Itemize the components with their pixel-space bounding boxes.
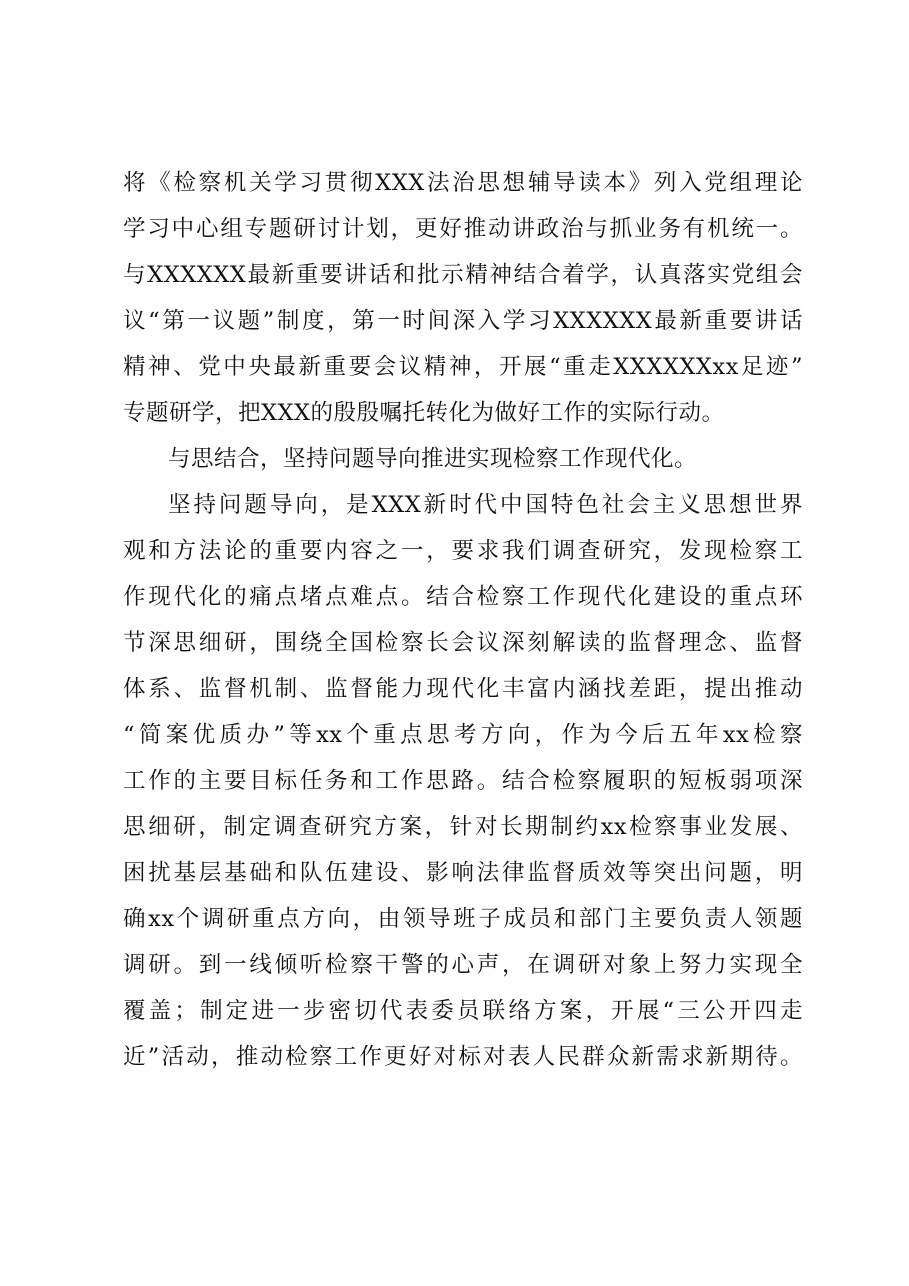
section-heading: 与思结合，坚持问题导向推进实现检察工作现代化。: [168, 446, 698, 472]
text-line: 专题研学，把XXX的殷殷嘱托转化为做好工作的实际行动。: [123, 400, 725, 426]
text-line: 将《检察机关学习贯彻XXX法治思想辅导读本》列入党组理论: [123, 170, 803, 196]
text-line: 覆盖；制定进一步密切代表委员联络方案，开展“三公开四走: [123, 998, 803, 1024]
text-line: 工作的主要目标任务和工作思路。结合检察履职的短板弱项深: [123, 768, 803, 794]
text-line: 节深思细研，围绕全国检察长会议深刻解读的监督理念、监督: [123, 630, 803, 656]
text-line: “简案优质办”等xx个重点思考方向，作为今后五年xx检察: [123, 722, 803, 748]
text-line: 调研。到一线倾听检察干警的心声，在调研对象上努力实现全: [123, 952, 803, 978]
text-line: 近”活动，推动检察工作更好对标对表人民群众新需求新期待。: [123, 1044, 803, 1070]
text-line: 精神、党中央最新重要会议精神，开展“重走XXXXXXxx足迹”: [123, 354, 803, 380]
text-line: 议“第一议题”制度，第一时间深入学习XXXXXX最新重要讲话: [123, 308, 803, 334]
text-line: 作现代化的痛点堵点难点。结合检察工作现代化建设的重点环: [123, 584, 803, 610]
text-line: 学习中心组专题研讨计划，更好推动讲政治与抓业务有机统一。: [123, 216, 803, 242]
text-line: 与XXXXXX最新重要讲话和批示精神结合着学，认真落实党组会: [123, 262, 803, 288]
text-line: 坚持问题导向，是XXX新时代中国特色社会主义思想世界: [168, 492, 803, 518]
text-line: 确xx个调研重点方向，由领导班子成员和部门主要负责人领题: [123, 906, 803, 932]
text-line: 观和方法论的重要内容之一，要求我们调查研究，发现检察工: [123, 538, 803, 564]
text-line: 体系、监督机制、监督能力现代化丰富内涵找差距，提出推动: [123, 676, 803, 702]
text-line: 思细研，制定调查研究方案，针对长期制约xx检察事业发展、: [123, 814, 803, 840]
body-text: [123, 160, 803, 1080]
text-line: 困扰基层基础和队伍建设、影响法律监督质效等突出问题，明: [123, 860, 803, 886]
